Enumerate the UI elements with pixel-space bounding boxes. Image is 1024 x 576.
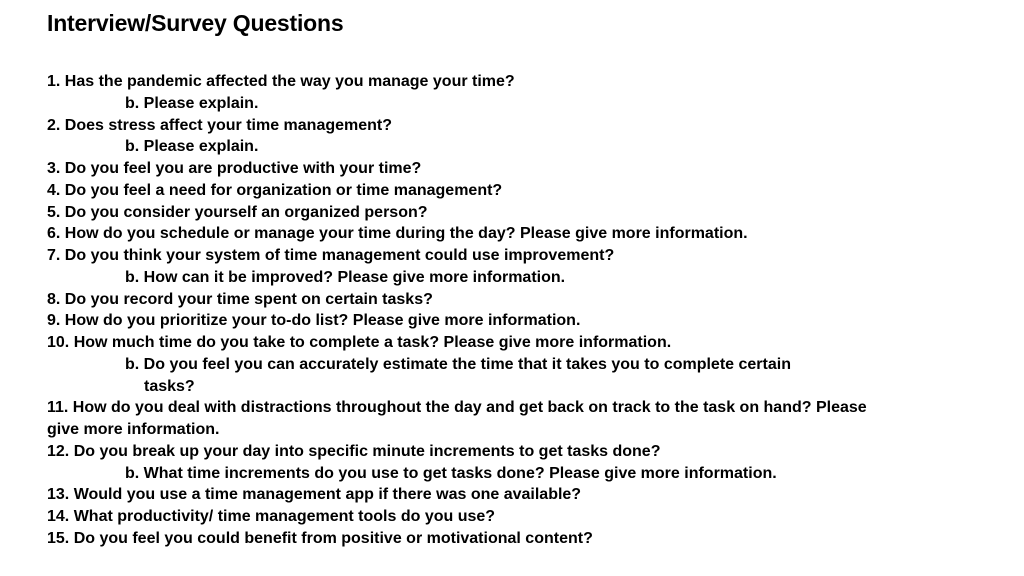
question-1: 1. Has the pandemic affected the way you manage your time? — [47, 73, 515, 90]
question-3: 3. Do you feel you are productive with your time? — [47, 160, 422, 177]
question-11: 11. How do you deal with distractions throughout the day and get back on track to the task on hand? Please — [47, 399, 867, 417]
question-9: 9. How do you prioritize your to-do list? Please give more information. — [47, 312, 581, 330]
question-10b: b. Do you feel you can accurately estimate the time that it takes you to complete certain — [125, 355, 791, 373]
question-15: 15. Do you feel you could benefit from positive or motivational content? — [47, 529, 593, 547]
question-12: 12. Do you break up your day into specific minute increments to get tasks done? — [47, 442, 661, 460]
question-12b: b. What time increments do you use to get tasks done? Please give more information. — [125, 464, 777, 482]
question-1b: b. Please explain. — [125, 94, 259, 112]
question-13: 13. Would you use a time management app if there was one available? — [47, 486, 582, 504]
question-5: 5. Do you consider yourself an organized person? — [47, 203, 428, 221]
question-list — [47, 71, 1007, 550]
question-10b-continuation: tasks? — [144, 377, 195, 395]
question-14: 14. What productivity/ time management tools do you use? — [47, 508, 496, 525]
question-4: 4. Do you feel a need for organization or time management? — [47, 181, 503, 199]
question-7: 7. Do you think your system of time management could use improvement? — [47, 247, 615, 264]
question-10: 10. How much time do you take to complete a task? Please give more information. — [47, 334, 672, 351]
slide-title: Interview/Survey Questions — [47, 10, 344, 36]
question-6: 6. How do you schedule or manage your time during the day? Please give more information. — [47, 225, 748, 243]
question-11-continuation: give more information. — [47, 421, 220, 438]
question-2: 2. Does stress affect your time management? — [47, 116, 393, 134]
question-8: 8. Do you record your time spent on certain tasks? — [47, 290, 433, 308]
question-2b: b. Please explain. — [125, 138, 259, 156]
question-7b: b. How can it be improved? Please give more information. — [125, 268, 566, 286]
